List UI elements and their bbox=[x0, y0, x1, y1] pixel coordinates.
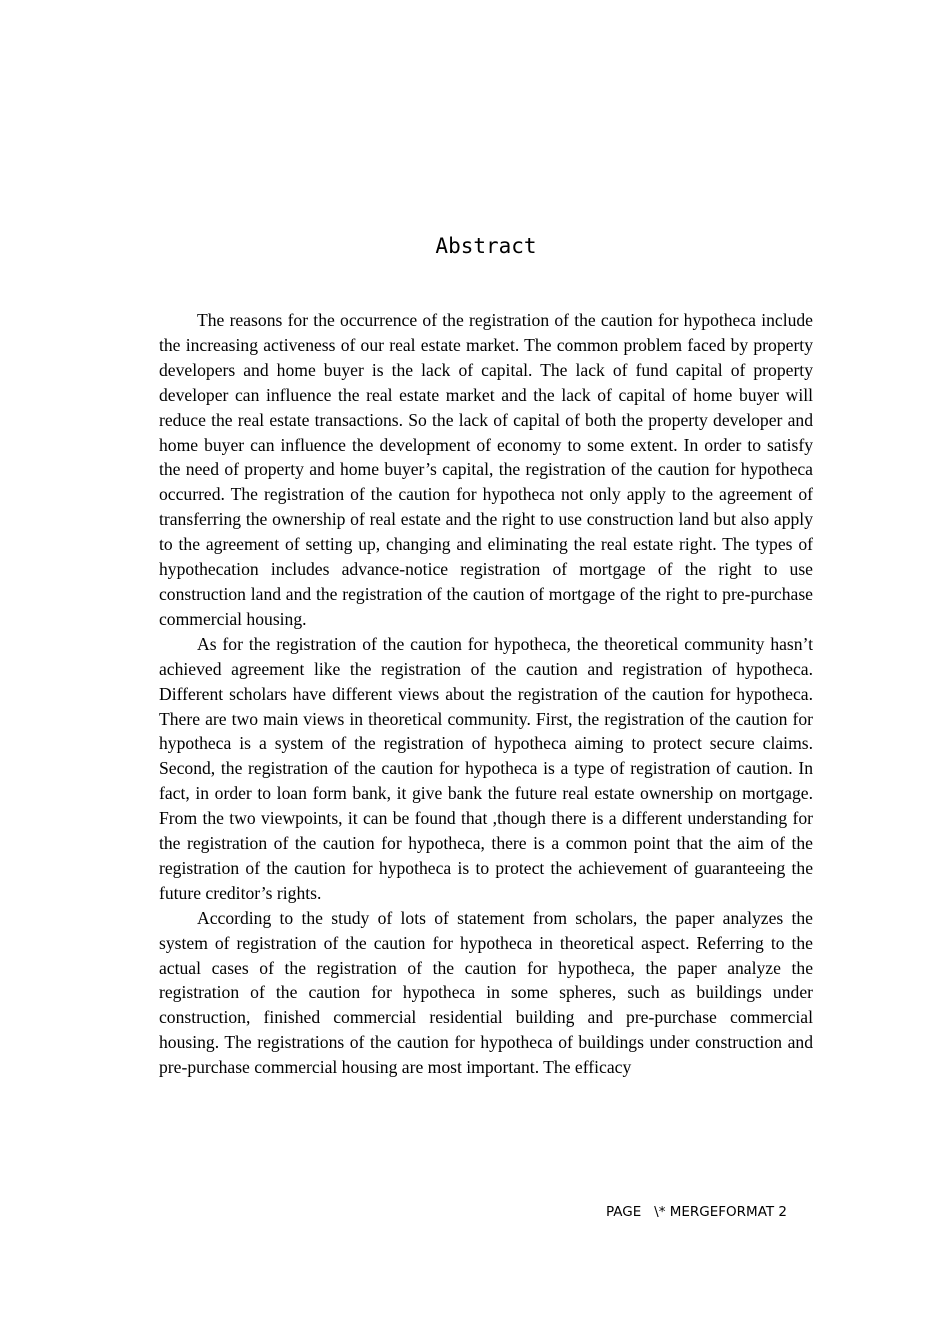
abstract-body bbox=[159, 308, 813, 1080]
page-footer-field: PAGE \* MERGEFORMAT 2 bbox=[606, 1204, 788, 1220]
paragraph-1: The reasons for the occurrence of the registration of the caution for hypotheca include the increasing activeness of our real estate market. The common problem faced by property developers and home buyer is the lack of capital. The lack of fund capital of property developer can influence the real estate market and the lack of capital of home buyer will reduce the real estate transactions. So the lack of capital of both the property developer and home buyer can influence the development of economy to some extent. In order to satisfy the need of property and home buyer’s capital, the registration of the caution for hypotheca occurred. The registration of the caution for hypotheca not only apply to the agreement of transferring the ownership of real estate and the right to use construction land but also apply to the agreement of setting up, changing and eliminating the real estate right. The types of hypothecation includes advance-notice registration of mortgage of the right to use construction land and the registration of the caution of mortgage of the right to pre-purchase commercial housing. bbox=[159, 310, 813, 629]
abstract-title: Abstract bbox=[435, 234, 537, 258]
paragraph-3: According to the study of lots of statement from scholars, the paper analyzes the system of registration of the caution for hypotheca in theoretical aspect. Referring to the actual cases of the registration of the caution for hypotheca, the paper analyze the registration of the caution for hypotheca in some spheres, such as buildings under construction, finished commercial residential building and pre-purchase commercial housing. The registrations of the caution for hypotheca of buildings under construction and pre-purchase commercial housing are most important. The efficacy bbox=[159, 907, 813, 1078]
paragraph-2: As for the registration of the caution for hypotheca, the theoretical community hasn’t achieved agreement like the registration of the caution and registration of hypotheca. Different scholars have different views about the registration of the caution for hypotheca. There are two main views in theoretical community. First, the registration of the caution for hypotheca is a system of the registration of hypotheca aiming to protect secure claims. Second, the registration of the caution for hypotheca is a type of registration of caution. In fact, in order to loan form bank, it give bank the future real estate ownership on mortgage. From the two viewpoints, it can be found that ,though there is a different understanding for the registration of the caution for hypotheca, there is a common point that the aim of the registration of the caution for hypotheca is to protect the achievement of guaranteeing the future creditor’s rights. bbox=[159, 633, 813, 903]
